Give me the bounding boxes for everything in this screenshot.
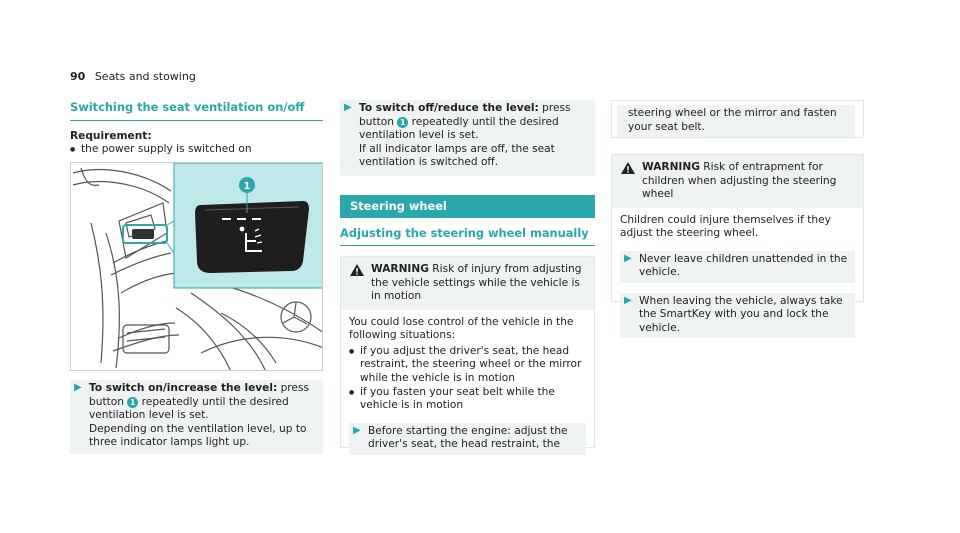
column-1-steps [70, 380, 323, 454]
warning-triangle-icon [621, 162, 635, 174]
warning-step [620, 251, 855, 283]
steering-wheel-band: Steering wheel [340, 195, 595, 218]
figure-callout-label: 1 [243, 181, 251, 192]
column-3 [611, 100, 864, 334]
warning-box-2 [611, 154, 864, 334]
warning-head-text: Risk of injury from adjusting the vehicle settings while the vehicle is in motion [371, 263, 582, 303]
warning-intro: Children could injure themselves if they adjust the steering wheel. [620, 213, 831, 240]
warning-intro: You could lose control of the vehicle in the following situations: [349, 315, 574, 342]
step-arrow-icon: ▶ [353, 424, 361, 436]
warning-step [620, 293, 855, 339]
step-arrow-icon: ▶ [624, 252, 632, 264]
section-title: Switching the seat ventilation on/off [70, 100, 323, 121]
warning-body [341, 310, 594, 463]
warning-triangle-icon [350, 264, 364, 276]
continuation-step [617, 105, 855, 137]
step-switch-on [70, 380, 323, 454]
warning-step [349, 423, 586, 455]
step-switch-off [340, 100, 595, 176]
warning-label: WARNING [642, 161, 700, 173]
step-text: press button [359, 102, 571, 128]
step-text-cont: repeatedly until the desired ventilation level is set. [359, 115, 559, 142]
requirement [70, 130, 323, 157]
warning-item: ● if you adjust the driver's seat, the head restraint, the steering wheel or the mirror while the vehicle is in motion [349, 345, 586, 386]
step-note: If all indicator lamps are off, the seat ventilation is switched off. [359, 142, 555, 169]
warning-box [340, 256, 595, 451]
requirement-label: Requirement: [70, 129, 152, 142]
step-lead: To switch off/reduce the level: [359, 102, 539, 114]
continuation-box [611, 100, 864, 138]
warning-head-text: Risk of entrapment for children when adjusting the steering wheel [642, 161, 837, 201]
page-number: 90 [70, 70, 86, 83]
door-panel-illustration [71, 163, 323, 371]
step-arrow-icon: ▶ [74, 382, 82, 393]
step-text-cont: repeatedly until the desired ventilation level is set. [89, 395, 289, 422]
step-note: Depending on the ventilation level, up to three indicator lamps light up. [89, 422, 307, 449]
warning-step-text: When leaving the vehicle, always take the SmartKey with you and lock the vehicle. [639, 294, 843, 334]
section-name: Seats and stowing [94, 70, 196, 83]
warning-step-text: Before starting the engine: adjust the driver's seat, the head restraint, the [368, 424, 568, 451]
callout-1-icon: 1 [397, 117, 408, 128]
column-1 [70, 100, 323, 157]
step-arrow-icon: ▶ [624, 294, 632, 306]
continuation-text: steering wheel or the mirror and fasten your seat belt. [628, 107, 837, 133]
seat-ventilation-figure [70, 162, 323, 371]
warning-header [612, 155, 863, 208]
step-text: press button [89, 382, 309, 408]
warning-item: ● if you fasten your seat belt while the vehicle is in motion [349, 386, 586, 413]
warning-label: WARNING [371, 263, 429, 276]
requirement-item: ● the power supply is switched on [70, 143, 323, 157]
warning-header [341, 257, 594, 310]
callout-1-icon: 1 [127, 397, 138, 408]
page-header [70, 70, 196, 84]
warning-step-text: Never leave children unattended in the vehicle. [639, 252, 848, 279]
warning-body [612, 208, 863, 347]
subsection-title: Adjusting the steering wheel manually [340, 226, 595, 247]
step-arrow-icon: ▶ [344, 102, 352, 113]
column-2 [340, 100, 595, 451]
step-lead: To switch on/increase the level: [89, 382, 278, 394]
